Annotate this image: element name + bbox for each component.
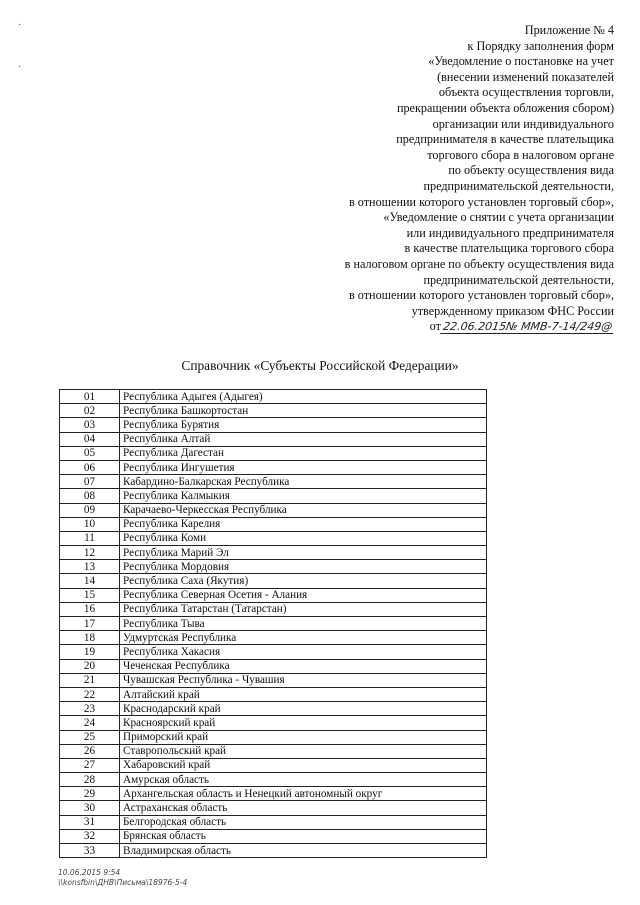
table-row xyxy=(60,829,487,843)
region-name: Владимирская область xyxy=(120,844,487,858)
header-line: утвержденному приказом ФНС России xyxy=(411,303,614,318)
region-name: Краснодарский край xyxy=(120,702,487,716)
order-signature: 22.06.2015№ ММВ-7-14/249@ xyxy=(440,321,615,334)
region-name: Ставропольский край xyxy=(120,744,487,758)
table-row xyxy=(60,560,487,574)
table-row xyxy=(60,687,487,701)
header-line: к Порядку заполнения форм xyxy=(467,38,614,53)
region-code: 11 xyxy=(60,531,120,545)
region-code: 28 xyxy=(60,773,120,787)
table-row xyxy=(60,602,487,616)
table-row xyxy=(60,730,487,744)
region-code: 26 xyxy=(60,744,120,758)
region-name: Республика Башкортостан xyxy=(120,404,487,418)
region-name: Чеченская Республика xyxy=(120,659,487,673)
region-name: Республика Тыва xyxy=(120,617,487,631)
region-name: Республика Алтай xyxy=(120,432,487,446)
header-line: в отношении которого установлен торговый сбор», xyxy=(349,288,614,303)
region-code: 04 xyxy=(60,432,120,446)
regions-table-body xyxy=(60,390,487,858)
region-code: 10 xyxy=(60,517,120,531)
print-footer xyxy=(58,868,187,888)
region-code: 22 xyxy=(60,687,120,701)
region-name: Белгородская область xyxy=(120,815,487,829)
region-code: 30 xyxy=(60,801,120,815)
region-code: 31 xyxy=(60,815,120,829)
header-line: организации или индивидуального xyxy=(432,116,614,131)
region-code: 02 xyxy=(60,404,120,418)
table-row xyxy=(60,460,487,474)
header-line: или индивидуального предпринимателя xyxy=(406,225,614,240)
header-line: (внесении изменений показателей xyxy=(437,69,614,84)
region-code: 16 xyxy=(60,602,120,616)
region-code: 01 xyxy=(60,390,120,404)
region-code: 12 xyxy=(60,546,120,560)
table-row xyxy=(60,489,487,503)
header-lines xyxy=(284,23,614,319)
table-row xyxy=(60,546,487,560)
table-row xyxy=(60,787,487,801)
scan-mark: · xyxy=(18,62,22,73)
region-name: Республика Хакасия xyxy=(120,645,487,659)
region-name: Республика Калмыкия xyxy=(120,489,487,503)
print-timestamp: 10.06.2015 9:54 xyxy=(58,868,121,877)
region-code: 29 xyxy=(60,787,120,801)
appendix-header xyxy=(284,23,614,335)
table-row xyxy=(60,631,487,645)
table-row xyxy=(60,758,487,772)
region-code: 05 xyxy=(60,446,120,460)
table-row xyxy=(60,390,487,404)
table-row xyxy=(60,744,487,758)
table-row xyxy=(60,503,487,517)
region-code: 18 xyxy=(60,631,120,645)
region-code: 21 xyxy=(60,673,120,687)
header-line: торгового сбора в налоговом органе xyxy=(427,147,614,162)
table-row xyxy=(60,645,487,659)
table-row xyxy=(60,475,487,489)
region-name: Брянская область xyxy=(120,829,487,843)
region-name: Республика Северная Осетия - Алания xyxy=(120,588,487,602)
region-name: Республика Саха (Якутия) xyxy=(120,574,487,588)
region-name: Республика Мордовия xyxy=(120,560,487,574)
table-row xyxy=(60,673,487,687)
table-row xyxy=(60,773,487,787)
header-line: в качестве плательщика торгового сбора xyxy=(404,241,614,256)
region-code: 20 xyxy=(60,659,120,673)
region-code: 27 xyxy=(60,758,120,772)
region-name: Приморский край xyxy=(120,730,487,744)
header-line: в отношении которого установлен торговый сбор», xyxy=(349,194,614,209)
region-name: Республика Ингушетия xyxy=(120,460,487,474)
table-row xyxy=(60,844,487,858)
region-name: Республика Марий Эл xyxy=(120,546,487,560)
table-row xyxy=(60,517,487,531)
region-name: Амурская область xyxy=(120,773,487,787)
region-name: Архангельская область и Ненецкий автономный округ xyxy=(120,787,487,801)
region-name: Удмуртская Республика xyxy=(120,631,487,645)
page-title: Справочник «Субъекты Российской Федерации» xyxy=(181,358,459,373)
table-row xyxy=(60,574,487,588)
region-code: 17 xyxy=(60,617,120,631)
table-row xyxy=(60,801,487,815)
table-row xyxy=(60,815,487,829)
header-line: предпринимательской деятельности, xyxy=(423,272,614,287)
region-name: Республика Бурятия xyxy=(120,418,487,432)
table-row xyxy=(60,404,487,418)
region-code: 08 xyxy=(60,489,120,503)
table-row xyxy=(60,702,487,716)
scan-mark: · xyxy=(18,20,22,31)
header-line: предпринимательской деятельности, xyxy=(423,178,614,193)
header-line: прекращении объекта обложения сбором) xyxy=(396,100,614,115)
table-row xyxy=(60,659,487,673)
header-line: по объекту осуществления вида xyxy=(448,163,614,178)
table-row xyxy=(60,531,487,545)
region-code: 07 xyxy=(60,475,120,489)
region-name: Республика Коми xyxy=(120,531,487,545)
region-name: Астраханская область xyxy=(120,801,487,815)
region-name: Республика Адыгея (Адыгея) xyxy=(120,390,487,404)
region-code: 23 xyxy=(60,702,120,716)
region-name: Карачаево-Черкесская Республика xyxy=(120,503,487,517)
region-code: 09 xyxy=(60,503,120,517)
print-file-path: \\konsfbin\ДНВ\Письма\18976-5-4 xyxy=(58,878,188,887)
header-line: «Уведомление о снятии с учета организации xyxy=(383,210,614,225)
region-name: Республика Карелия xyxy=(120,517,487,531)
region-name: Красноярский край xyxy=(120,716,487,730)
region-code: 06 xyxy=(60,460,120,474)
region-name: Хабаровский край xyxy=(120,758,487,772)
table-row xyxy=(60,588,487,602)
header-line: предпринимателя в качестве плательщика xyxy=(396,132,614,147)
region-code: 13 xyxy=(60,560,120,574)
region-code: 14 xyxy=(60,574,120,588)
table-row xyxy=(60,446,487,460)
region-name: Республика Татарстан (Татарстан) xyxy=(120,602,487,616)
region-code: 33 xyxy=(60,844,120,858)
region-code: 25 xyxy=(60,730,120,744)
region-code: 24 xyxy=(60,716,120,730)
order-reference xyxy=(284,319,614,335)
region-name: Республика Дагестан xyxy=(120,446,487,460)
table-row xyxy=(60,418,487,432)
header-line: в налоговом органе по объекту осуществления вида xyxy=(344,256,614,271)
table-row xyxy=(60,716,487,730)
header-line: Приложение № 4 xyxy=(524,23,614,37)
regions-table xyxy=(59,389,487,858)
order-prefix: от xyxy=(429,319,441,334)
region-name: Кабардино-Балкарская Республика xyxy=(120,475,487,489)
region-name: Алтайский край xyxy=(120,687,487,701)
region-code: 15 xyxy=(60,588,120,602)
header-line: «Уведомление о постановке на учет xyxy=(428,54,614,69)
region-code: 03 xyxy=(60,418,120,432)
region-code: 32 xyxy=(60,829,120,843)
region-code: 19 xyxy=(60,645,120,659)
table-row xyxy=(60,432,487,446)
header-line: объекта осуществления торговли, xyxy=(438,85,614,100)
region-name: Чувашская Республика - Чувашия xyxy=(120,673,487,687)
table-row xyxy=(60,617,487,631)
